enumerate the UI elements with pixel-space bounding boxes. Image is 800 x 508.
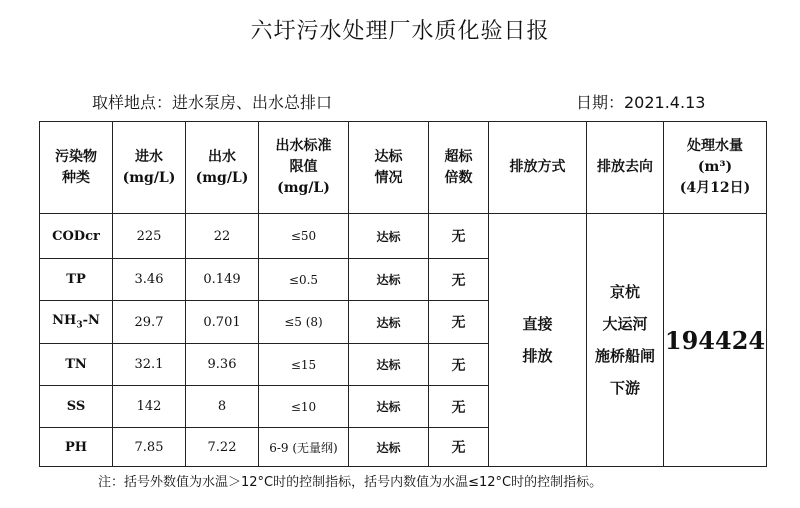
sampling-site: 取样地点：进水泵房、出水总排口 bbox=[92, 93, 333, 112]
discharge-method-line: 直接 bbox=[522, 315, 553, 333]
compliance-cell: 达标 bbox=[349, 259, 429, 301]
report-title: 六圩污水处理厂水质化验日报 bbox=[250, 19, 550, 44]
effluent-cell: 0.701 bbox=[186, 301, 259, 344]
header-volume: 处理水量 (m³) (4月12日) bbox=[664, 122, 767, 214]
compliance-cell: 达标 bbox=[349, 301, 429, 344]
exceed-cell: 无 bbox=[429, 259, 489, 301]
compliance-cell: 达标 bbox=[349, 344, 429, 386]
effluent-cell: 9.36 bbox=[186, 344, 259, 386]
exceed-cell: 无 bbox=[429, 301, 489, 344]
destination-line: 施桥船闸 bbox=[594, 347, 655, 365]
header-row bbox=[40, 122, 767, 214]
header-method: 排放方式 bbox=[489, 122, 587, 214]
footnote: 注：括号外数值为水温＞12°C时的控制指标，括号内数值为水温≤12°C时的控制指标。 bbox=[98, 475, 603, 490]
header-standard: 出水标准 限值 (mg/L) bbox=[259, 122, 349, 214]
effluent-cell: 8 bbox=[186, 386, 259, 428]
table-row bbox=[40, 214, 767, 259]
effluent-cell: 0.149 bbox=[186, 259, 259, 301]
header-pollutant: 污染物 种类 bbox=[40, 122, 113, 214]
header-destination: 排放去向 bbox=[587, 122, 664, 214]
header-compliance: 达标 情况 bbox=[349, 122, 429, 214]
header-effluent: 出水 (mg/L) bbox=[186, 122, 259, 214]
pollutant-cell: TP bbox=[40, 259, 113, 301]
standard-cell: ≤10 bbox=[259, 386, 349, 428]
exceed-cell: 无 bbox=[429, 386, 489, 428]
influent-cell: 7.85 bbox=[113, 428, 186, 467]
discharge-destination-cell bbox=[587, 214, 664, 467]
pollutant-cell: PH bbox=[40, 428, 113, 467]
water-quality-table bbox=[39, 121, 767, 467]
compliance-cell: 达标 bbox=[349, 214, 429, 259]
pollutant-cell: $NH_3-N$ bbox=[40, 301, 113, 344]
destination-line: 下游 bbox=[609, 379, 640, 397]
standard-cell: 6-9 (无量纲) bbox=[259, 428, 349, 467]
header-influent: 进水 (mg/L) bbox=[113, 122, 186, 214]
influent-cell: 32.1 bbox=[113, 344, 186, 386]
exceed-cell: 无 bbox=[429, 428, 489, 467]
standard-cell: ≤5 (8) bbox=[259, 301, 349, 344]
standard-cell: ≤50 bbox=[259, 214, 349, 259]
destination-line: 京杭 bbox=[609, 283, 640, 301]
effluent-cell: 7.22 bbox=[186, 428, 259, 467]
influent-cell: 3.46 bbox=[113, 259, 186, 301]
header-exceed: 超标 倍数 bbox=[429, 122, 489, 214]
treated-volume-cell: 194424 bbox=[664, 214, 767, 467]
standard-cell: ≤15 bbox=[259, 344, 349, 386]
compliance-cell: 达标 bbox=[349, 386, 429, 428]
standard-cell: ≤0.5 bbox=[259, 259, 349, 301]
effluent-cell: 22 bbox=[186, 214, 259, 259]
discharge-method-line: 排放 bbox=[522, 347, 553, 365]
destination-line: 大运河 bbox=[602, 315, 648, 333]
influent-cell: 142 bbox=[113, 386, 186, 428]
exceed-cell: 无 bbox=[429, 214, 489, 259]
influent-cell: 29.7 bbox=[113, 301, 186, 344]
report-date: 日期：2021.4.13 bbox=[576, 93, 706, 112]
pollutant-cell: TN bbox=[40, 344, 113, 386]
pollutant-cell: SS bbox=[40, 386, 113, 428]
pollutant-cell: CODcr bbox=[40, 214, 113, 259]
exceed-cell: 无 bbox=[429, 344, 489, 386]
discharge-method-cell bbox=[489, 214, 587, 467]
influent-cell: 225 bbox=[113, 214, 186, 259]
compliance-cell: 达标 bbox=[349, 428, 429, 467]
